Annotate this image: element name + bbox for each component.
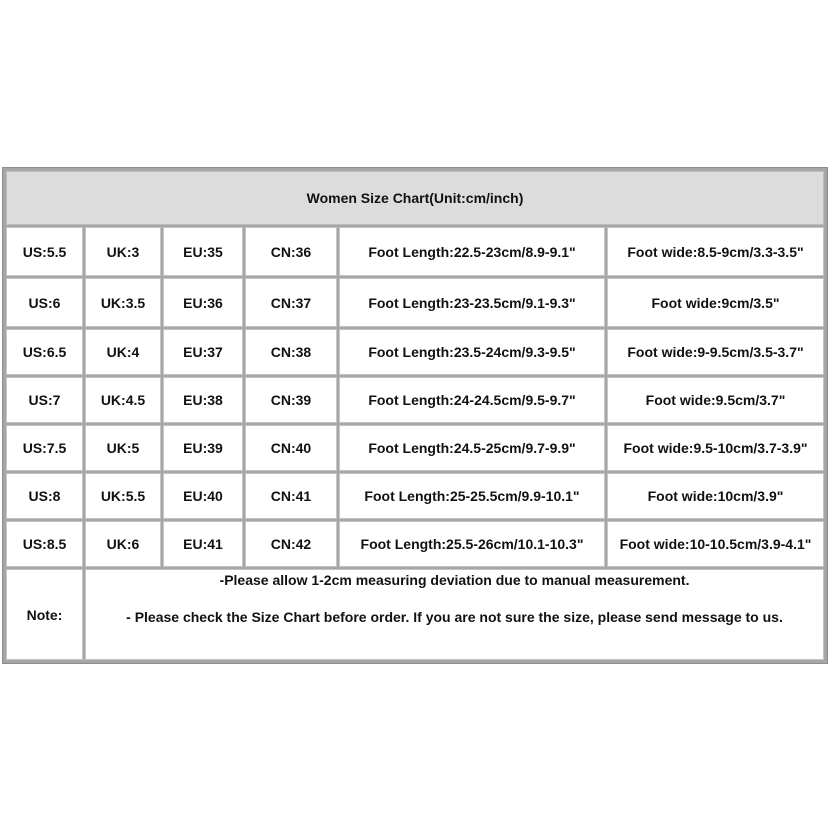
us-size-cell: US:6 — [6, 278, 83, 327]
cn-size-cell: CN:37 — [245, 278, 337, 327]
foot-width-cell: Foot wide:9.5cm/3.7" — [607, 377, 824, 423]
eu-size-cell: EU:36 — [163, 278, 243, 327]
foot-width-cell: Foot wide:9-9.5cm/3.5-3.7" — [607, 329, 824, 375]
foot-length-cell: Foot Length:24.5-25cm/9.7-9.9" — [339, 425, 605, 471]
eu-size-cell: EU:35 — [163, 227, 243, 276]
eu-size-cell: EU:37 — [163, 329, 243, 375]
foot-length-cell: Foot Length:24-24.5cm/9.5-9.7" — [339, 377, 605, 423]
foot-width-cell: Foot wide:10cm/3.9" — [607, 473, 824, 519]
uk-size-cell: UK:4 — [85, 329, 161, 375]
eu-size-cell: EU:41 — [163, 521, 243, 567]
note-label: Note: — [6, 569, 83, 660]
us-size-cell: US:7.5 — [6, 425, 83, 471]
foot-length-cell: Foot Length:25.5-26cm/10.1-10.3" — [339, 521, 605, 567]
uk-size-cell: UK:3.5 — [85, 278, 161, 327]
foot-width-cell: Foot wide:10-10.5cm/3.9-4.1" — [607, 521, 824, 567]
uk-size-cell: UK:5.5 — [85, 473, 161, 519]
cn-size-cell: CN:38 — [245, 329, 337, 375]
cn-size-cell: CN:42 — [245, 521, 337, 567]
foot-width-cell: Foot wide:9cm/3.5" — [607, 278, 824, 327]
note-line-2: - Please check the Size Chart before order. If you are not sure the size, please send message to us. — [126, 609, 783, 625]
cn-size-cell: CN:36 — [245, 227, 337, 276]
us-size-cell: US:7 — [6, 377, 83, 423]
us-size-cell: US:5.5 — [6, 227, 83, 276]
size-chart-title: Women Size Chart(Unit:cm/inch) — [6, 171, 824, 225]
cn-size-cell: CN:39 — [245, 377, 337, 423]
foot-length-cell: Foot Length:25-25.5cm/9.9-10.1" — [339, 473, 605, 519]
foot-length-cell: Foot Length:23.5-24cm/9.3-9.5" — [339, 329, 605, 375]
eu-size-cell: EU:38 — [163, 377, 243, 423]
cn-size-cell: CN:41 — [245, 473, 337, 519]
us-size-cell: US:6.5 — [6, 329, 83, 375]
note-content — [85, 569, 824, 660]
uk-size-cell: UK:5 — [85, 425, 161, 471]
uk-size-cell: UK:6 — [85, 521, 161, 567]
note-line-1: -Please allow 1-2cm measuring deviation due to manual measurement. — [219, 572, 690, 588]
foot-length-cell: Foot Length:23-23.5cm/9.1-9.3" — [339, 278, 605, 327]
uk-size-cell: UK:3 — [85, 227, 161, 276]
foot-width-cell: Foot wide:8.5-9cm/3.3-3.5" — [607, 227, 824, 276]
eu-size-cell: EU:40 — [163, 473, 243, 519]
us-size-cell: US:8.5 — [6, 521, 83, 567]
eu-size-cell: EU:39 — [163, 425, 243, 471]
foot-length-cell: Foot Length:22.5-23cm/8.9-9.1" — [339, 227, 605, 276]
uk-size-cell: UK:4.5 — [85, 377, 161, 423]
cn-size-cell: CN:40 — [245, 425, 337, 471]
us-size-cell: US:8 — [6, 473, 83, 519]
size-chart-table — [2, 167, 828, 664]
foot-width-cell: Foot wide:9.5-10cm/3.7-3.9" — [607, 425, 824, 471]
